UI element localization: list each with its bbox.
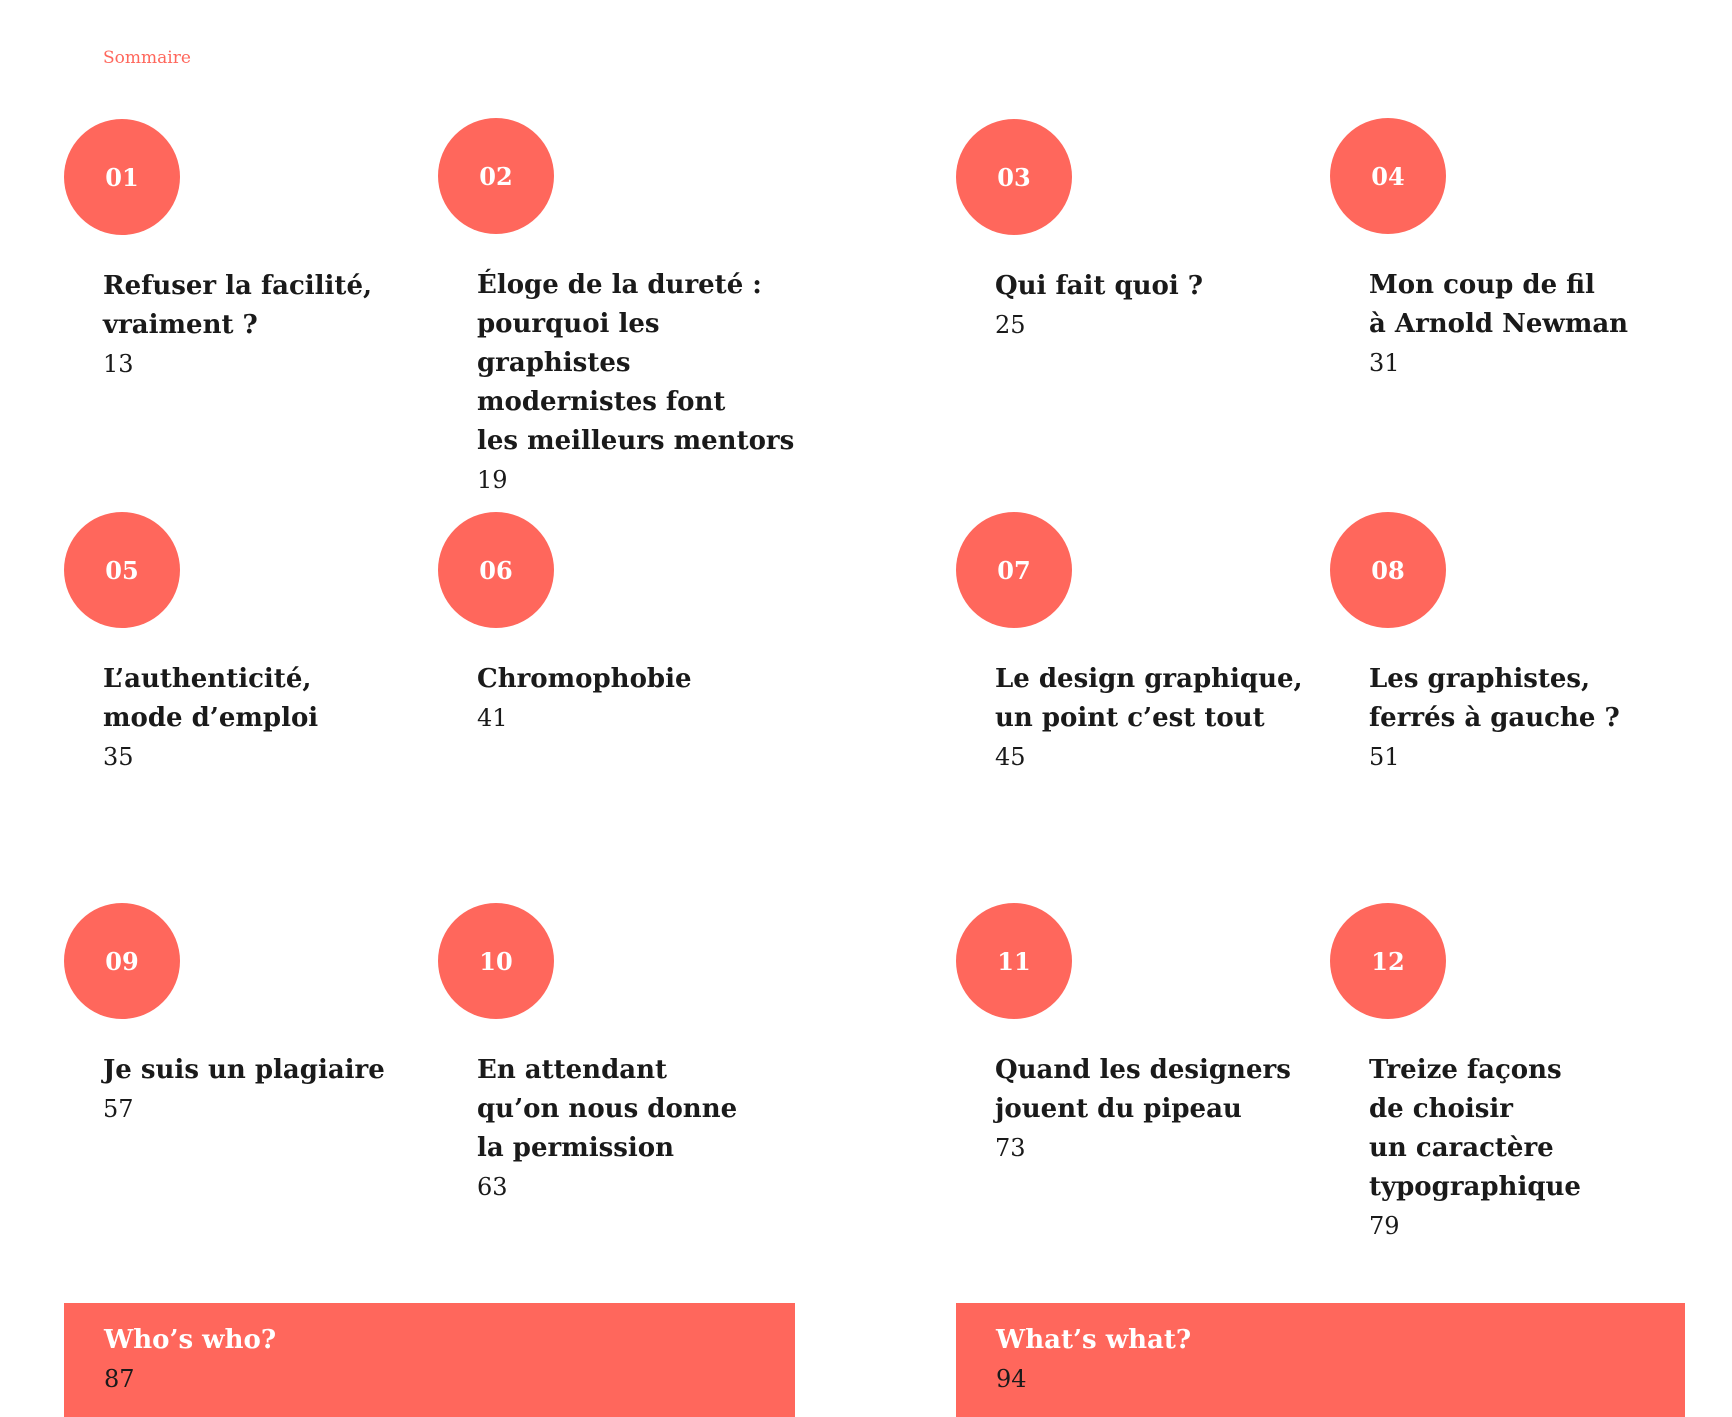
entry-page-number: 13 bbox=[103, 350, 134, 378]
appendix-block-whos-who[interactable] bbox=[64, 1303, 795, 1417]
entry-page-number: 31 bbox=[1369, 349, 1400, 377]
section-label: Sommaire bbox=[103, 48, 191, 68]
entry-page-number: 35 bbox=[103, 743, 134, 771]
entry-number-badge: 09 bbox=[64, 903, 180, 1019]
entry-title: Mon coup de fil à Arnold Newman bbox=[1369, 270, 1629, 339]
appendix-title: Who’s who? bbox=[104, 1325, 277, 1355]
entry-page-number: 41 bbox=[477, 704, 508, 732]
entry-number-badge: 02 bbox=[438, 118, 554, 234]
entry-number-badge: 08 bbox=[1330, 512, 1446, 628]
entry-title: Chromophobie bbox=[477, 664, 692, 694]
entry-number-badge: 04 bbox=[1330, 118, 1446, 234]
entry-page-number: 73 bbox=[995, 1134, 1026, 1162]
appendix-title: What’s what? bbox=[996, 1325, 1192, 1355]
entry-page-number: 79 bbox=[1369, 1212, 1400, 1240]
entry-number-badge: 03 bbox=[956, 119, 1072, 235]
entry-number-badge: 07 bbox=[956, 512, 1072, 628]
entry-title: Éloge de la dureté : pourquoi les graphistes modernistes font les meilleurs mentors bbox=[477, 270, 795, 456]
entry-title: Je suis un plagiaire bbox=[103, 1055, 385, 1085]
entry-number-badge: 12 bbox=[1330, 903, 1446, 1019]
appendix-block-whats-what[interactable] bbox=[956, 1303, 1685, 1417]
entry-title: Les graphistes, ferrés à gauche ? bbox=[1369, 664, 1620, 733]
appendix-page-number: 94 bbox=[996, 1365, 1027, 1393]
entry-page-number: 45 bbox=[995, 743, 1026, 771]
entry-title: L’authenticité, mode d’emploi bbox=[103, 664, 319, 733]
entry-title: En attendant qu’on nous donne la permission bbox=[477, 1055, 738, 1163]
entry-number-badge: 10 bbox=[438, 903, 554, 1019]
entry-title: Quand les designers jouent du pipeau bbox=[995, 1055, 1291, 1124]
appendix-page-number: 87 bbox=[104, 1365, 135, 1393]
entry-number-badge: 06 bbox=[438, 512, 554, 628]
entry-title: Le design graphique, un point c’est tout bbox=[995, 664, 1303, 733]
entry-number-badge: 11 bbox=[956, 903, 1072, 1019]
entry-number-badge: 05 bbox=[64, 512, 180, 628]
entry-page-number: 19 bbox=[477, 466, 508, 494]
entry-page-number: 63 bbox=[477, 1173, 508, 1201]
entry-title: Qui fait quoi ? bbox=[995, 271, 1204, 301]
entry-page-number: 57 bbox=[103, 1095, 134, 1123]
entry-page-number: 51 bbox=[1369, 743, 1400, 771]
entry-page-number: 25 bbox=[995, 311, 1026, 339]
entry-number-badge: 01 bbox=[64, 119, 180, 235]
entry-title: Refuser la facilité, vraiment ? bbox=[103, 271, 373, 340]
entry-title: Treize façons de choisir un caractère typographique bbox=[1369, 1055, 1581, 1202]
